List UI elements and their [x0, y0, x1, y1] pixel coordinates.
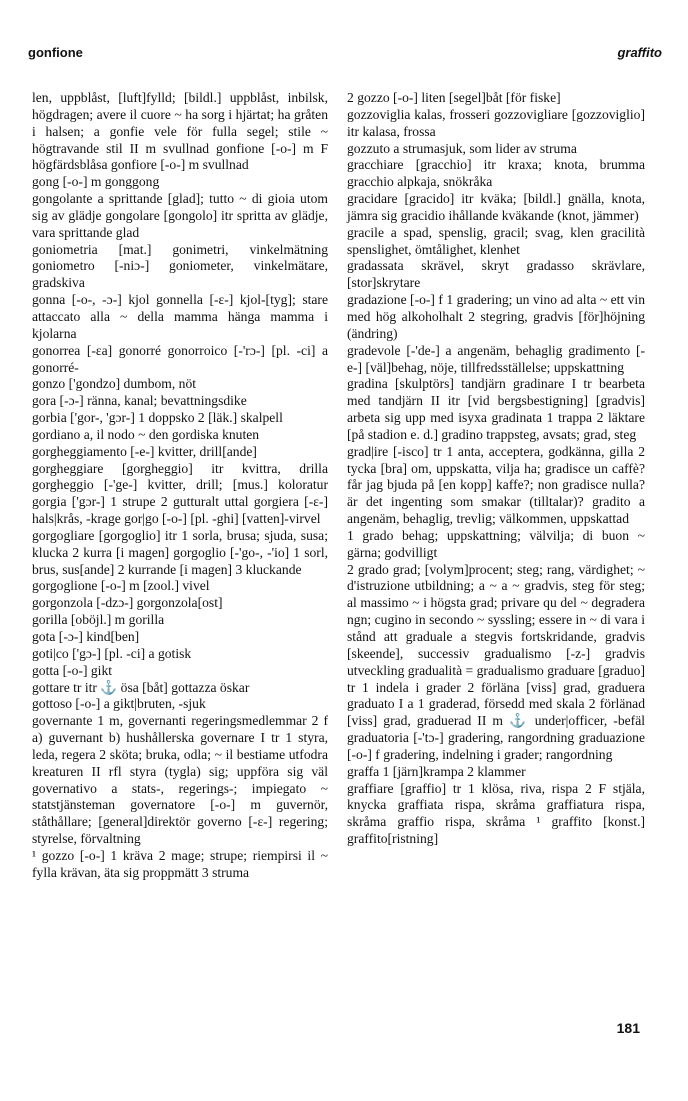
entry-gonzo: gonzo ['gondzo] dumbom, nöt	[32, 376, 197, 392]
entry-gracchiare: gracchiare [gracchio] itr kraxa; knota, brumma gracchio alpkaja, snökråka	[347, 157, 645, 190]
right-column	[347, 90, 645, 848]
entry-gora: gora [-ɔ-] ränna, kanal; bevattningsdike	[32, 393, 247, 409]
entry-gonorrea: gonorrea [-ɛa] gonorré gonorroico [-'rɔ-] [pl. -ci] a gonorré-	[32, 342, 328, 375]
entry-gozzoviglia: gozzoviglia kalas, frosseri gozzovigliare [gozzoviglio] itr kalasa, frossa	[347, 106, 645, 139]
entry-gracile: gracile a spad, spenslig, gracil; svag, klen gracilità spenslighet, ömtålighet, klenhet	[347, 224, 645, 257]
entry-gradazione: gradazione [-o-] f 1 gradering; un vino ad alta ~ ett vin med hög alkoholhalt 2 stegring, gradvis [för]höjning (ändring)	[347, 292, 645, 341]
entry-gradassata: gradassata skrävel, skryt gradasso skrävlare, [stor]skrytare	[347, 258, 645, 291]
entry-grado-1: 1 grado behag; uppskattning; välvilja; di buon ~ gärna; godvilligt	[347, 527, 645, 560]
entry-gradina: gradina [skulptörs] tandjärn gradinare I tr bearbeta med tandjärn II itr [vid bergsbestigning] [gradvis] arbeta sig upp med isyxa gradinata 1 trappa 2 läktare [på stadion e. d.] gradino trappsteg, avsats; grad, steg	[347, 376, 645, 442]
entry-gorbia: gorbia ['gor-, 'gɔr-] 1 doppsko 2 [läk.] skalpell	[32, 410, 283, 426]
entry-gozzo-1: ¹ gozzo [-o-] 1 kräva 2 mage; strupe; riempirsi il ~ fylla krävan, äta sig proppmätt 3 struma	[32, 847, 328, 880]
entry-graffa: graffa 1 [järn]krampa 2 klammer	[347, 763, 526, 779]
entry-gorilla: gorilla [oböjl.] m gorilla	[32, 612, 165, 628]
entry-gracidare: gracidare [gracido] itr kväka; [bildl.] gnälla, knota, jämra sig gracidio ihållande kväkande (knot, jämmer)	[347, 191, 645, 223]
left-column	[32, 90, 328, 882]
entry-goniometria: goniometria [mat.] gonimetri, vinkelmätning goniometro [-niɔ-] goniometer, vinkelmätare, gradskiva	[32, 241, 328, 291]
running-head-left: gonfione	[28, 45, 83, 60]
running-head-right: graffito	[617, 45, 662, 60]
entry-gorgheggiamento: gorgheggiamento [-e-] kvitter, drill[ande]	[32, 443, 257, 459]
entry-gottare: gottare tr itr ⚓ ösa [båt] gottazza öskar	[32, 679, 250, 695]
entry-gong: gong [-o-] m gonggong	[32, 174, 160, 190]
entry-gonfio-cont: len, uppblåst, [luft]fylld; [bildl.] uppblåst, inbilsk, högdragen; avere il cuore ~ ha sorg i hjärtat; ha gråten i halsen; a gonfie vele för fulla segel; stile ~ högtravande stil II m svullnad gonfione [-o-] m F högfärdsblåsa gonfiore [-o-] m svullnad	[32, 90, 328, 173]
entry-gorgonzola: gorgonzola [-dzɔ-] gorgonzola[ost]	[32, 595, 223, 611]
entry-gottoso: gottoso [-o-] a gikt|bruten, -sjuk	[32, 696, 206, 712]
page-number: 181	[616, 1020, 640, 1036]
entry-gotta: gotta [-o-] gikt	[32, 662, 113, 678]
entry-gozzuto: gozzuto a strumasjuk, som lider av struma	[347, 140, 577, 156]
entry-gonna: gonna [-o-, -ɔ-] kjol gonnella [-ɛ-] kjol-[tyg]; stare attaccato alla ~ della mamma hänga mamma i kjolarna	[32, 292, 328, 341]
entry-gotico: goti|co ['gɔ-] [pl. -ci] a gotisk	[32, 645, 192, 661]
entry-gordiano: gordiano a, il nodo ~ den gordiska knuten	[32, 426, 260, 442]
entry-gota: gota [-ɔ-] kind[ben]	[32, 629, 140, 644]
entry-gradevole: gradevole [-'de-] a angenäm, behaglig gradimento [-e-] [väl]behag, nöje, tillfredsställelse; uppskattning	[347, 342, 645, 375]
entry-gorgheggiare: gorgheggiare [gorgheggio] itr kvittra, drilla gorgheggio [-'ge-] kvitter, drill; [mus.] koloratur gorgia ['gɔr-] 1 strupe 2 gutturalt uttal gorgiera [-ɛ-] hals|krås, -krage gor|go [-o-] [pl. -ghi] [vatten]-virvel	[32, 460, 328, 527]
entry-gorgoglione: gorgoglione [-o-] m [zool.] vivel	[32, 578, 210, 594]
entry-graffiare: graffiare [graffio] tr 1 klösa, riva, rispa 2 F stjäla, knycka graffiata rispa, skråma graffiatura rispa, skråma graffio rispa, skråma ¹ graffito [konst.] graffito[ristning]	[347, 780, 645, 847]
entry-gorgogliare: gorgogliare [gorgoglio] itr 1 sorla, brusa; sjuda, susa; klucka 2 kurra [i magen] gorgoglio [-'go-, -'io] 1 sorl, brus, sus[ande] 2 kurrande [i magen] 3 kluckande	[32, 527, 328, 577]
entry-governante: governante 1 m, governanti regeringsmedlemmar 2 f a) guvernant b) hushållerska governare I tr 1 styra, leda, regera 2 sköta; bruka, odla; ~ il bestiame utfodra kreaturen II rfl styra (tygla) sig; uppföra sig väl governativo a stats-, regerings-; impiegato ~ statstjänsteman governatore [-o-] m guvernör, ståthållare; [general]direktör governo [-ɛ-] regering; styrelse, förvaltning	[32, 713, 328, 847]
entry-gozzo-2: 2 gozzo [-o-] liten [segel]båt [för fiske]	[347, 90, 561, 105]
entry-gongolante: gongolante a sprittande [glad]; tutto ~ di gioia utom sig av glädje gongolare [gongolo] itr spritta av glädje, vara sprittande glad	[32, 191, 328, 240]
entry-grado-2: 2 grado grad; [volym]procent; steg; rang, värdighet; ~ d'istruzione utbildning; a ~ a ~ gradvis, steg för steg; al massimo ~ i högsta grad; privare qu del ~ degradera ngn; cugino in secondo ~ syssling; essere in ~ di vara i stånd att graduale a stegvis fortskridande, gradvis [skeende], successiv gradualismo [-z-] gradvis utveckling gradualità = gradualismo graduare [graduo] tr 1 indela i grader 2 förläna [viss] grad, graduera graduato I a 1 graderad, försedd med skala 2 förlänad [viss] grad, graduerad II m ⚓ under|officer, -befäl graduatoria [-'tɔ-] gradering, rangordning graduazione [-o-] f gradering, indelning i grader; rangordning	[347, 561, 645, 762]
entry-gradire: grad|ire [-isco] tr 1 anta, acceptera, godkänna, gilla 2 tycka [bra] om, uppskatta, vilja ha; gradisce un caffè? får jag bjuda på [en kopp] kaffe?; non gradisce nulla? är det ingenting som smakar (tilltalar)? gradito a angenäm, behaglig, trevlig; välkommen, uppskattad	[347, 443, 645, 527]
